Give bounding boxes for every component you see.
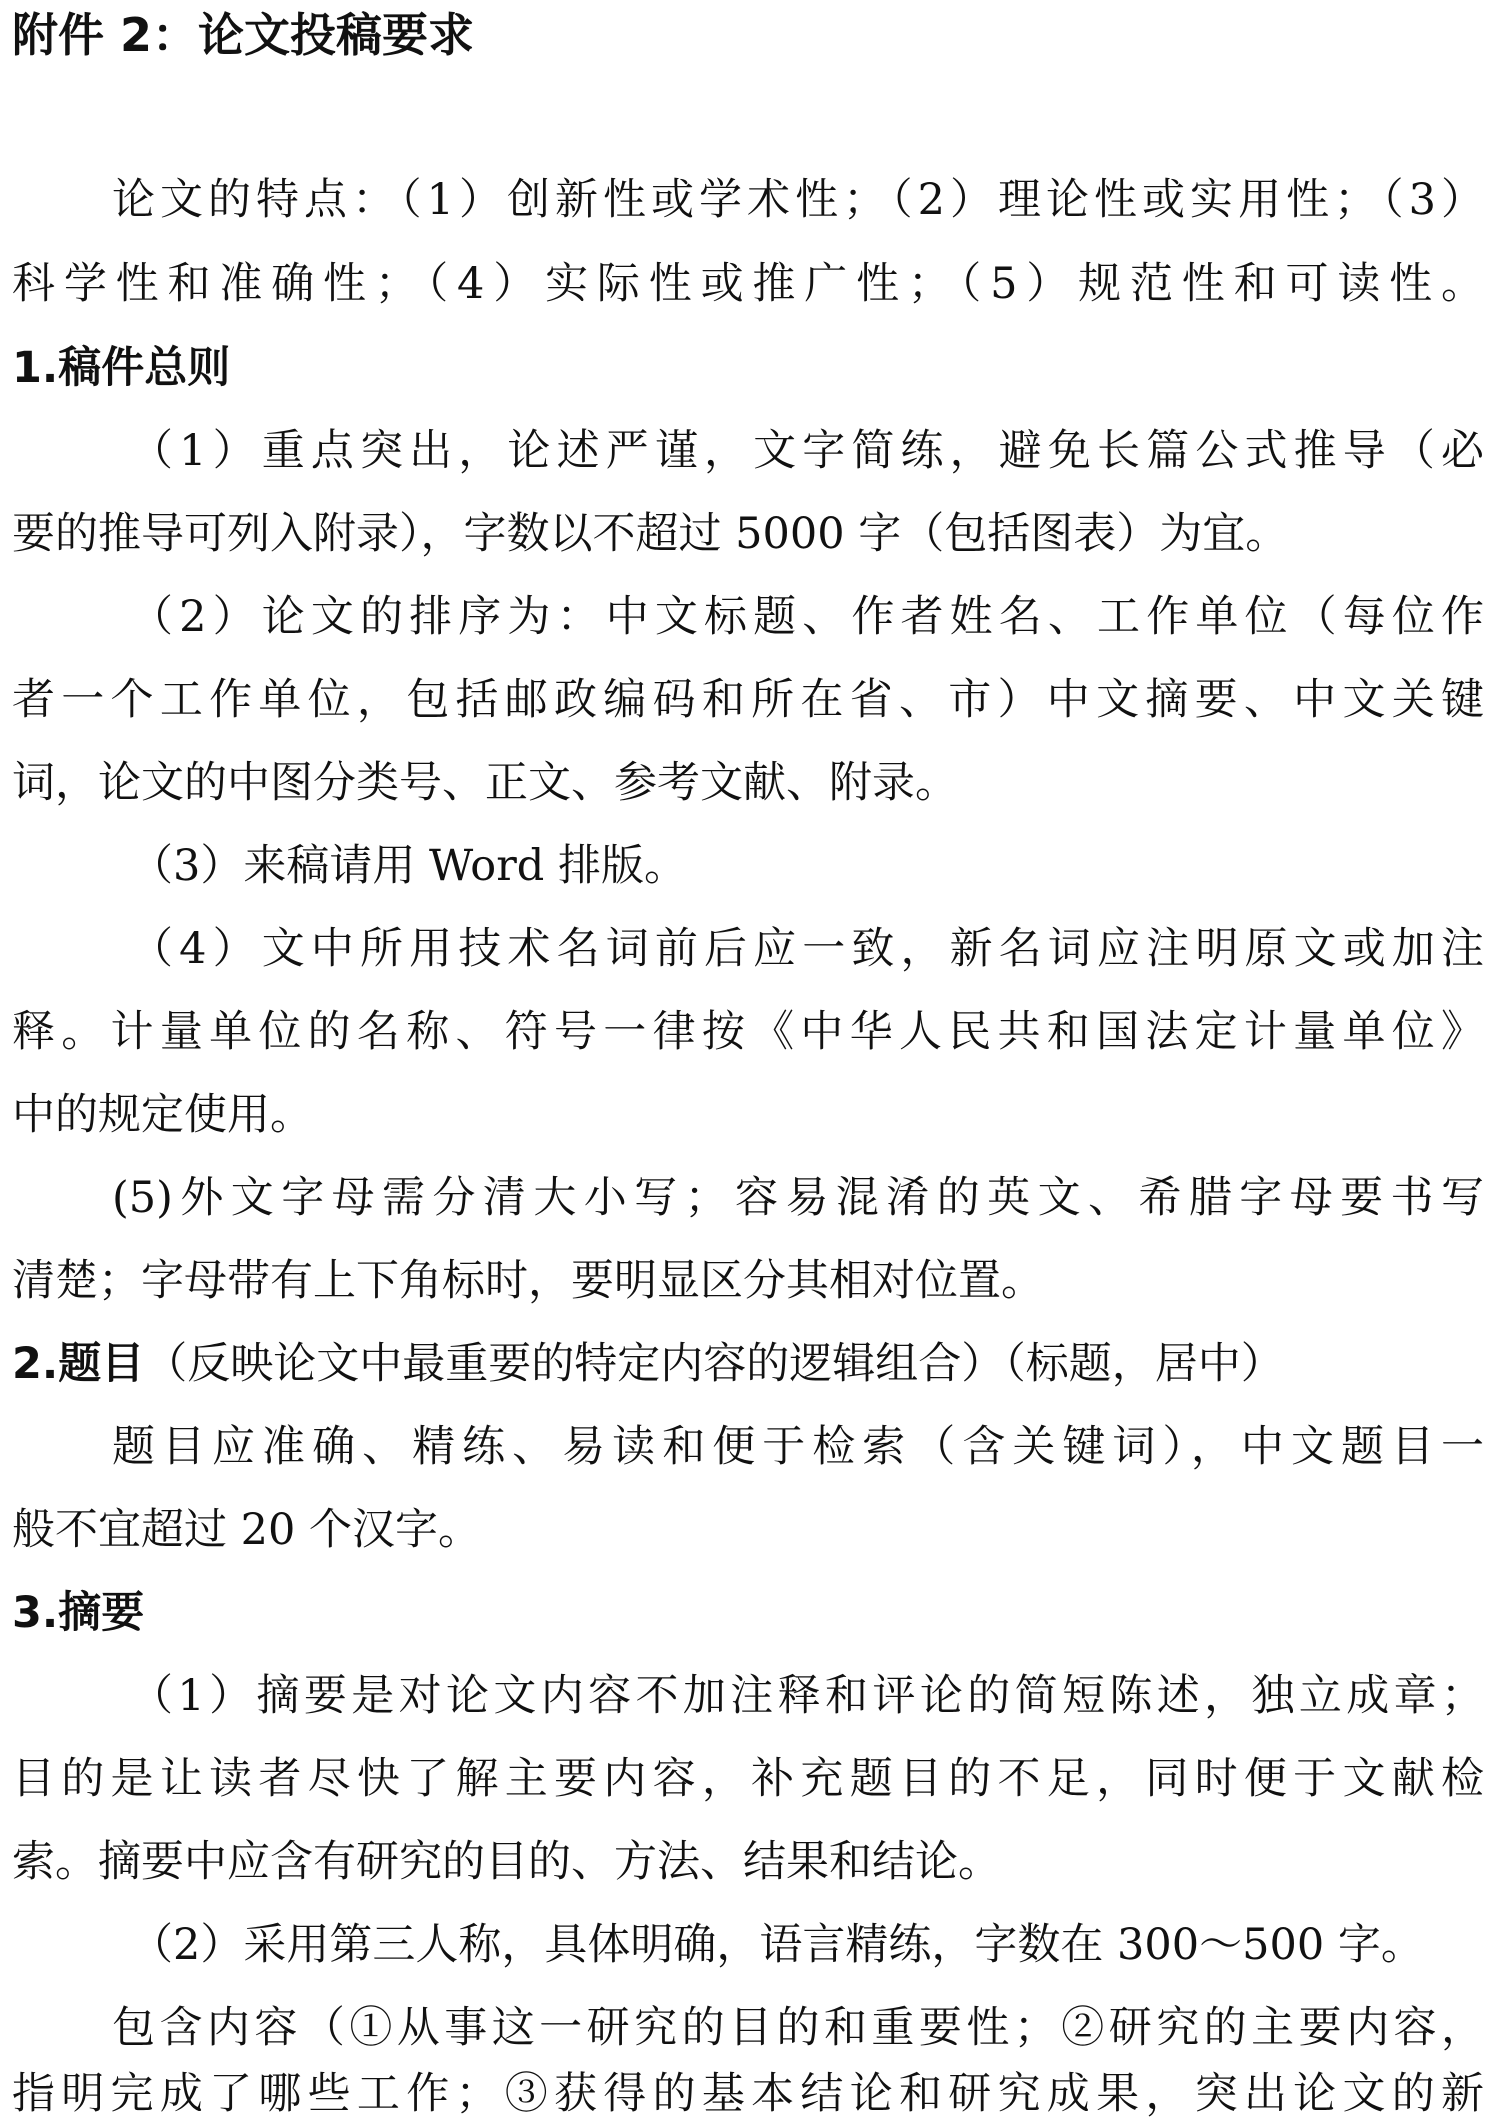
s1-p2-line-2: 者一个工作单位，包括邮政编码和所在省、市）中文摘要、中文关键 [12,675,1484,725]
s1-p1-line-2: 要的推导可列入附录），字数以不超过 5000 字（包括图表）为宜。 [12,509,1289,559]
s3-p2-line-1: （2）采用第三人称，具体明确，语言精练，字数在 300～500 字。 [130,1920,1424,1970]
s1-p4-line-3: 中的规定使用。 [12,1090,313,1140]
section-2-heading-note: （反映论文中最重要的特定内容的逻辑组合）（标题，居中） [144,1339,1284,1389]
section-3-heading: 3.摘要 [12,1588,145,1638]
s3-p3-line-1: 包含内容（①从事这一研究的目的和重要性；②研究的主要内容， [112,2003,1484,2053]
document-title: 附件 2：论文投稿要求 [12,8,475,62]
s1-p5-line-1: (5)外文字母需分清大小写；容易混淆的英文、希腊字母要书写 [112,1173,1484,1223]
s3-p3-line-2: 指明完成了哪些工作；③获得的基本结论和研究成果，突出论文的新 [12,2069,1484,2119]
intro-line-1: 论文的特点：（1）创新性或学术性；（2）理论性或实用性；（3） [112,175,1484,225]
s1-p2-line-1: （2）论文的排序为：中文标题、作者姓名、工作单位（每位作 [130,592,1484,642]
s2-p1-line-2: 般不宜超过 20 个汉字。 [12,1505,482,1555]
s1-p5-line-2: 清楚；字母带有上下角标时，要明显区分其相对位置。 [12,1256,1044,1306]
s1-p1-line-1: （1）重点突出，论述严谨，文字简练，避免长篇公式推导（必 [130,426,1484,476]
s2-p1-line-1: 题目应准确、精练、易读和便于检索（含关键词），中文题目一 [112,1422,1484,1472]
s3-p1-line-1: （1）摘要是对论文内容不加注释和评论的简短陈述，独立成章； [130,1671,1484,1721]
section-2-heading-bold: 2.题目 [12,1339,145,1389]
s1-p2-line-3: 词，论文的中图分类号、正文、参考文献、附录。 [12,758,958,808]
s1-p4-line-2: 释。计量单位的名称、符号一律按《中华人民共和国法定计量单位》 [12,1007,1484,1057]
s3-p1-line-2: 目的是让读者尽快了解主要内容，补充题目的不足，同时便于文献检 [12,1754,1484,1804]
intro-line-2: 科学性和准确性；（4）实际性或推广性；（5）规范性和可读性。 [12,259,1484,309]
s1-p3-line-1: （3）来稿请用 Word 排版。 [130,841,687,891]
section-1-heading: 1.稿件总则 [12,343,231,393]
s3-p1-line-3: 索。摘要中应含有研究的目的、方法、结果和结论。 [12,1837,1001,1887]
s1-p4-line-1: （4）文中所用技术名词前后应一致，新名词应注明原文或加注 [130,924,1484,974]
section-2-heading [12,1336,1484,1392]
